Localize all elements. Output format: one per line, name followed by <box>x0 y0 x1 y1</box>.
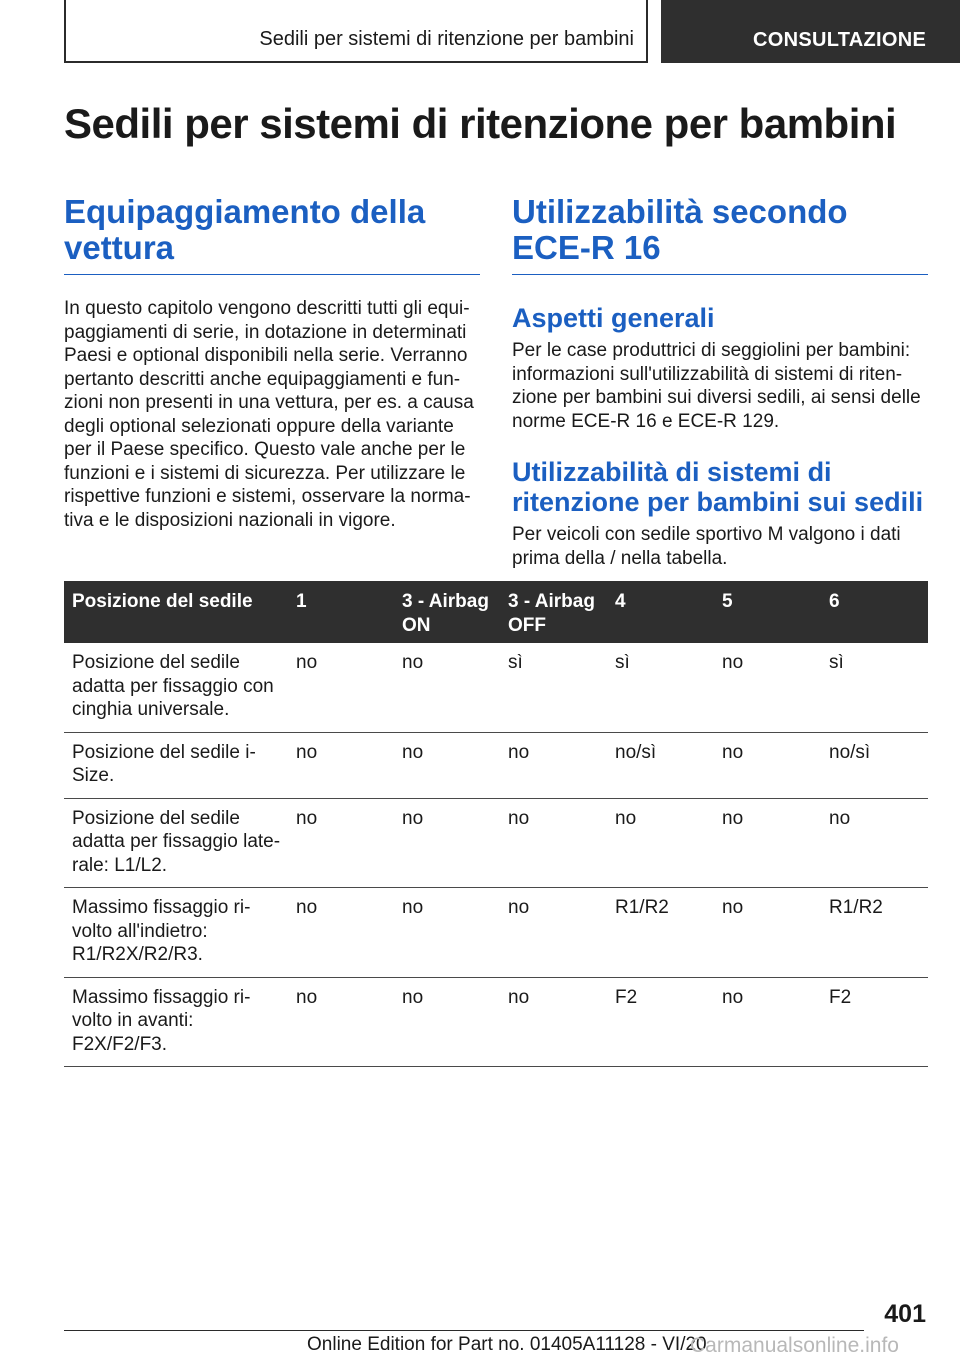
table-cell: Posizione del sedile i-Size. <box>64 732 288 798</box>
table-cell: no <box>714 643 821 732</box>
right-column <box>512 194 928 570</box>
edition-note: Online Edition for Part no. 01405A11128 - VI/20 <box>307 1334 707 1355</box>
table-cell: no/sì <box>607 732 714 798</box>
column-header: 3 - Airbag ON <box>394 581 500 643</box>
running-title: Sedili per sistemi di ritenzione per bambini <box>259 28 634 50</box>
table-row <box>64 798 928 888</box>
table-cell: Posizione del sedile adatta per fissaggio laterale: L1/L2. <box>64 798 288 888</box>
column-header: 4 <box>607 581 714 643</box>
table-cell: no <box>714 798 821 888</box>
ece-heading: Utilizzabilità secondo ECE-R 16 <box>512 194 928 275</box>
equipment-heading: Equipaggiamento della vettura <box>64 194 480 275</box>
table-cell: sì <box>821 643 928 732</box>
table-cell: no <box>714 732 821 798</box>
table-cell: Massimo fissaggio rivolto in avanti: F2X/F2/F3. <box>64 977 288 1067</box>
table-cell: no <box>500 977 607 1067</box>
page-number: 401 <box>884 1300 926 1328</box>
table-row <box>64 977 928 1067</box>
table-cell: no <box>500 888 607 978</box>
column-header: 3 - Airbag OFF <box>500 581 607 643</box>
table-cell: no <box>288 798 394 888</box>
footer-divider <box>64 1330 864 1331</box>
table-row <box>64 732 928 798</box>
running-header <box>64 0 648 63</box>
table-cell: no <box>394 798 500 888</box>
general-heading: Aspetti generali <box>512 303 715 333</box>
page-title: Sedili per sistemi di ritenzione per bambini <box>64 100 897 147</box>
general-text: Per le case produttrici di seggiolini per bambini: informazioni sull'utilizzabilità di sistemi di ritenzione per bambini sui diversi sedili, ai sensi delle norme ECE-R 16 e ECE-R 129. <box>512 340 921 432</box>
table-cell: no <box>394 643 500 732</box>
table-row <box>64 888 928 978</box>
section-tab <box>661 0 960 63</box>
table-cell: sì <box>500 643 607 732</box>
seat-usability-table <box>64 581 928 1067</box>
table-cell: no/sì <box>821 732 928 798</box>
usability-heading: Utilizzabilità di sistemi di ritenzione per bambini sui sedili <box>512 457 924 517</box>
table-cell: no <box>288 888 394 978</box>
table-cell: no <box>394 977 500 1067</box>
column-header: 6 <box>821 581 928 643</box>
table-cell: no <box>288 643 394 732</box>
section-label: CONSULTAZIONE <box>753 29 927 51</box>
table-cell: no <box>500 798 607 888</box>
column-header: Posizione del sedile <box>64 581 288 643</box>
table-cell: Posizione del sedile adatta per fissaggio con cinghia universale. <box>64 643 288 732</box>
watermark: Carmanualsonline.info <box>690 1334 899 1357</box>
table-cell: F2 <box>821 977 928 1067</box>
table-row <box>64 643 928 732</box>
column-header: 5 <box>714 581 821 643</box>
table-cell: no <box>821 798 928 888</box>
table-cell: Massimo fissaggio rivolto all'indietro: R1/R2X/R2/R3. <box>64 888 288 978</box>
equipment-text: In questo capitolo vengono descritti tutti gli equipaggiamenti di serie, in dotazione in determinati Paesi e optional disponibili nella serie. Verranno pertanto descritti anche equipaggiamenti e funzioni non presenti in una vettura, per es. a causa degli optional selezionati oppure della variante per il Paese specifico. Questo vale anche per le funzioni e i sistemi di sicurezza. Per utilizzare le rispettive funzioni e sistemi, osservare la normativa e le disposizioni nazionali in vigore. <box>64 298 474 531</box>
table-cell: F2 <box>607 977 714 1067</box>
table-cell: no <box>500 732 607 798</box>
table-cell: no <box>714 888 821 978</box>
table-cell: R1/R2 <box>821 888 928 978</box>
table-cell: no <box>714 977 821 1067</box>
usability-text: Per veicoli con sedile sportivo M valgono i dati prima della / nella tabella. <box>512 524 901 569</box>
table-cell: no <box>394 888 500 978</box>
column-header: 1 <box>288 581 394 643</box>
table-cell: R1/R2 <box>607 888 714 978</box>
table-cell: no <box>607 798 714 888</box>
left-column <box>64 194 480 532</box>
table-cell: sì <box>607 643 714 732</box>
table-cell: no <box>394 732 500 798</box>
table-header-row <box>64 581 928 643</box>
table-cell: no <box>288 977 394 1067</box>
table-cell: no <box>288 732 394 798</box>
